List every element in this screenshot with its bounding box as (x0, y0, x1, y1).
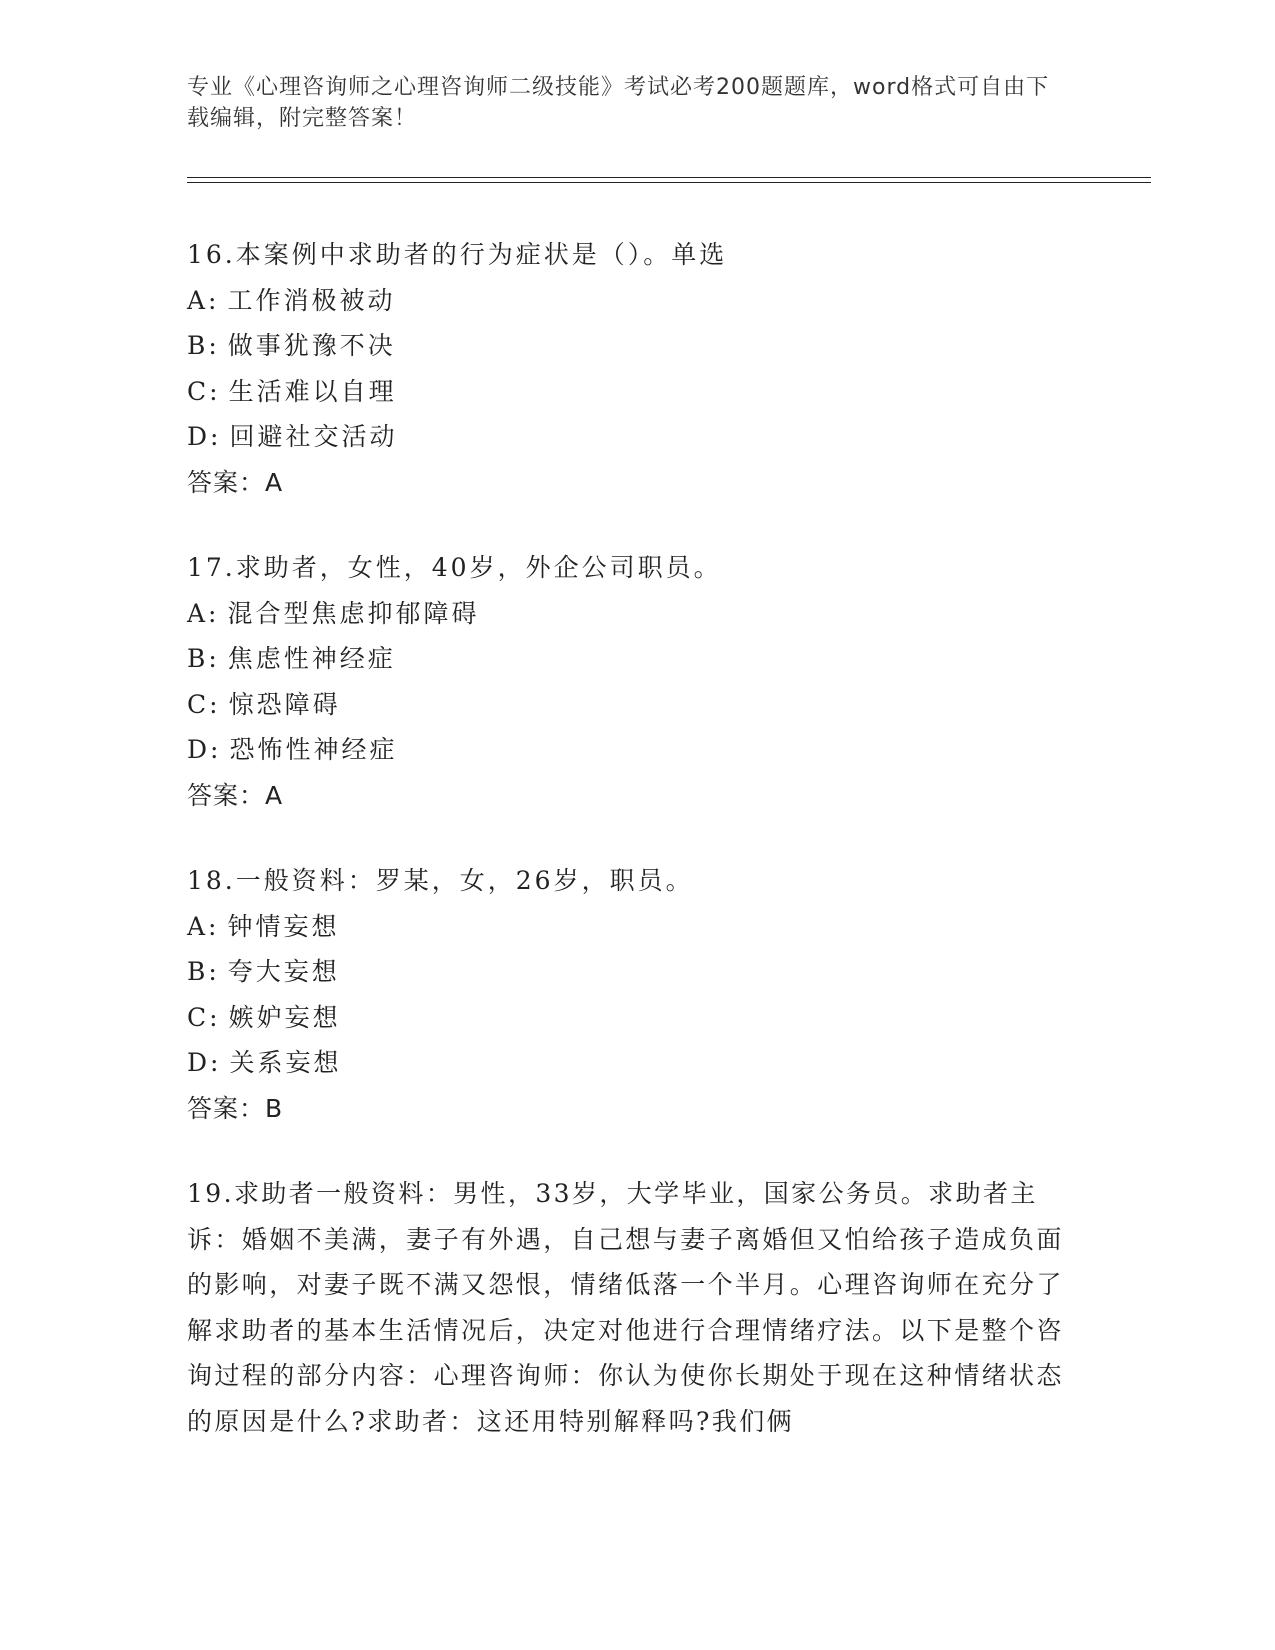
option-key: D: (187, 1048, 222, 1077)
question-19 (187, 1171, 1087, 1444)
option-text: 惊恐障碍 (228, 689, 341, 719)
option-text: 夸大妄想 (227, 957, 340, 986)
option-b (187, 636, 1087, 682)
option-text: 焦虑性神经症 (227, 644, 396, 673)
question-stem: 19.求助者一般资料：男性，33岁，大学毕业，国家公务员。求助者主诉：婚姻不美满，妻子有外遇，自己想与妻子离婚但又怕给孩子造成负面的影响，对妻子既不满又怨恨，情绪低落一个半月。心理咨询师在充分了解求助者的基本生活情况后，决定对他进行合理情绪疗法。以下是整个咨询过程的部分内容：心理咨询师：你认为使你长期处于现在这种情绪状态的原因是什么?求助者：这还用特别解释吗?我们俩 (187, 1179, 1064, 1436)
option-a (187, 278, 1087, 324)
option-key: D: (187, 422, 222, 451)
option-key: B: (187, 644, 220, 673)
answer-line: 答案：A (187, 467, 284, 497)
option-c (187, 369, 1087, 415)
option-text: 做事犹豫不决 (227, 331, 396, 360)
option-b (187, 323, 1087, 369)
option-key: D: (187, 735, 222, 764)
question-17 (187, 545, 1087, 818)
option-key: A: (187, 911, 220, 941)
option-text: 混合型焦虑抑郁障碍 (227, 598, 480, 628)
option-text: 生活难以自理 (228, 376, 397, 406)
question-stem: 17.求助者，女性，40岁，外企公司职员。 (187, 553, 722, 582)
question-list (187, 232, 1087, 1484)
answer-line: 答案：A (187, 780, 284, 810)
option-text: 关系妄想 (229, 1048, 342, 1077)
header-divider (187, 177, 1151, 183)
option-d (187, 414, 1087, 460)
question-stem: 18.一般资料：罗某，女，26岁，职员。 (187, 866, 694, 895)
option-b (187, 949, 1087, 995)
question-16 (187, 232, 1087, 505)
option-key: B: (187, 957, 220, 986)
option-key: B: (187, 331, 220, 360)
option-key: A: (187, 285, 220, 315)
answer-line: 答案：B (187, 1093, 284, 1123)
option-a (187, 904, 1087, 950)
option-d (187, 1040, 1087, 1086)
option-text: 嫉妒妄想 (228, 1002, 341, 1032)
option-key: C: (187, 1002, 221, 1032)
option-text: 钟情妄想 (227, 911, 340, 941)
document-header: 专业《心理咨询师之心理咨询师二级技能》考试必考200题题库，word格式可自由下载编辑，附完整答案！ (187, 75, 1050, 131)
option-c (187, 682, 1087, 728)
option-text: 工作消极被动 (227, 285, 396, 315)
option-key: A: (187, 598, 220, 628)
option-text: 恐怖性神经症 (229, 735, 398, 764)
option-key: C: (187, 376, 221, 406)
option-d (187, 727, 1087, 773)
question-stem: 16.本案例中求助者的行为症状是（）。单选 (187, 240, 728, 269)
option-key: C: (187, 689, 221, 719)
question-18 (187, 858, 1087, 1131)
option-text: 回避社交活动 (229, 422, 398, 451)
option-c (187, 995, 1087, 1041)
option-a (187, 591, 1087, 637)
